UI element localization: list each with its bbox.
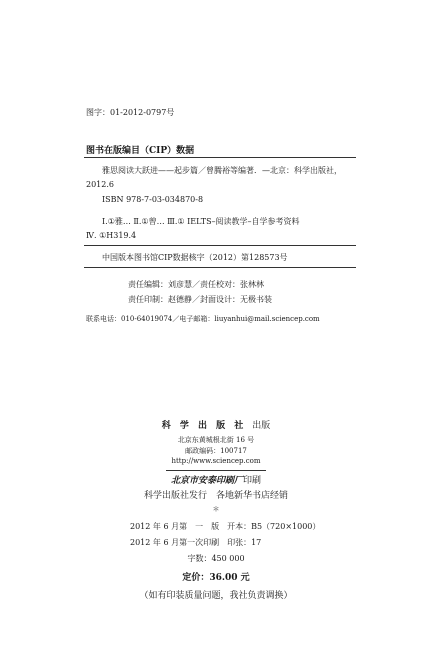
price: 定价：36.00 元	[182, 573, 250, 583]
publisher-name: 科 学 出 版 社	[161, 421, 247, 431]
editor-credits: 责任编辑：刘彦慧／责任校对：张林林	[128, 280, 264, 289]
publisher-divider	[166, 470, 266, 471]
cip-classification-line: Ⅳ. ①H319.4	[86, 231, 137, 240]
edition-line: 2012 年 6 月第 一 版 开本：B5（720×1000）	[130, 522, 321, 531]
publisher-address: 北京东黄城根北街 16 号	[177, 436, 255, 444]
publisher-url: http://www.sciencep.com	[171, 457, 261, 465]
publisher-postcode: 邮政编码：100717	[185, 447, 247, 455]
printer-suffix: 印刷	[243, 476, 262, 486]
cip-record-number: 中国版本图书馆CIP数据核字（2012）第128573号	[102, 253, 288, 262]
cip-date-line: 2012.6	[86, 180, 114, 189]
publisher-suffix: 出版	[252, 421, 271, 431]
cip-header: 图书在版编目（CIP）数据	[86, 146, 195, 156]
printer-name: 北京市安泰印刷厂	[170, 476, 243, 486]
separator-star: ＊	[212, 505, 220, 513]
cip-subjects-line: Ⅰ.①雅… Ⅱ.①曾… Ⅲ.① IELTS–阅读教学–自学参考资料	[102, 217, 300, 226]
cip-title-line: 雅思阅读大跃进——起步篇／曾腾裕等编著．—北京：科学出版社，	[102, 166, 342, 175]
word-count: 字数：450 000	[187, 554, 245, 563]
printer-line	[0, 473, 432, 486]
contact-info: 联系电话：010-64019074／电子邮箱：liuyanhui@mail.sciencep.com	[86, 315, 320, 323]
printing-line: 2012 年 6 月第一次印刷 印张：17	[130, 538, 262, 547]
cip-bottom-rule	[84, 267, 356, 268]
cip-top-rule	[84, 157, 356, 158]
distribution-line: 科学出版社发行 各地新华书店经销	[143, 491, 288, 501]
production-credits: 责任印制：赵德静／封面设计：无极书装	[128, 295, 272, 304]
quality-note: （如有印装质量问题，我社负责调换）	[139, 591, 293, 601]
cip-middle-rule	[84, 245, 356, 246]
cip-isbn: ISBN 978-7-03-034870-8	[102, 195, 204, 204]
publisher-line	[0, 418, 432, 431]
import-permit-number: 图字：01-2012-0797号	[86, 108, 175, 117]
